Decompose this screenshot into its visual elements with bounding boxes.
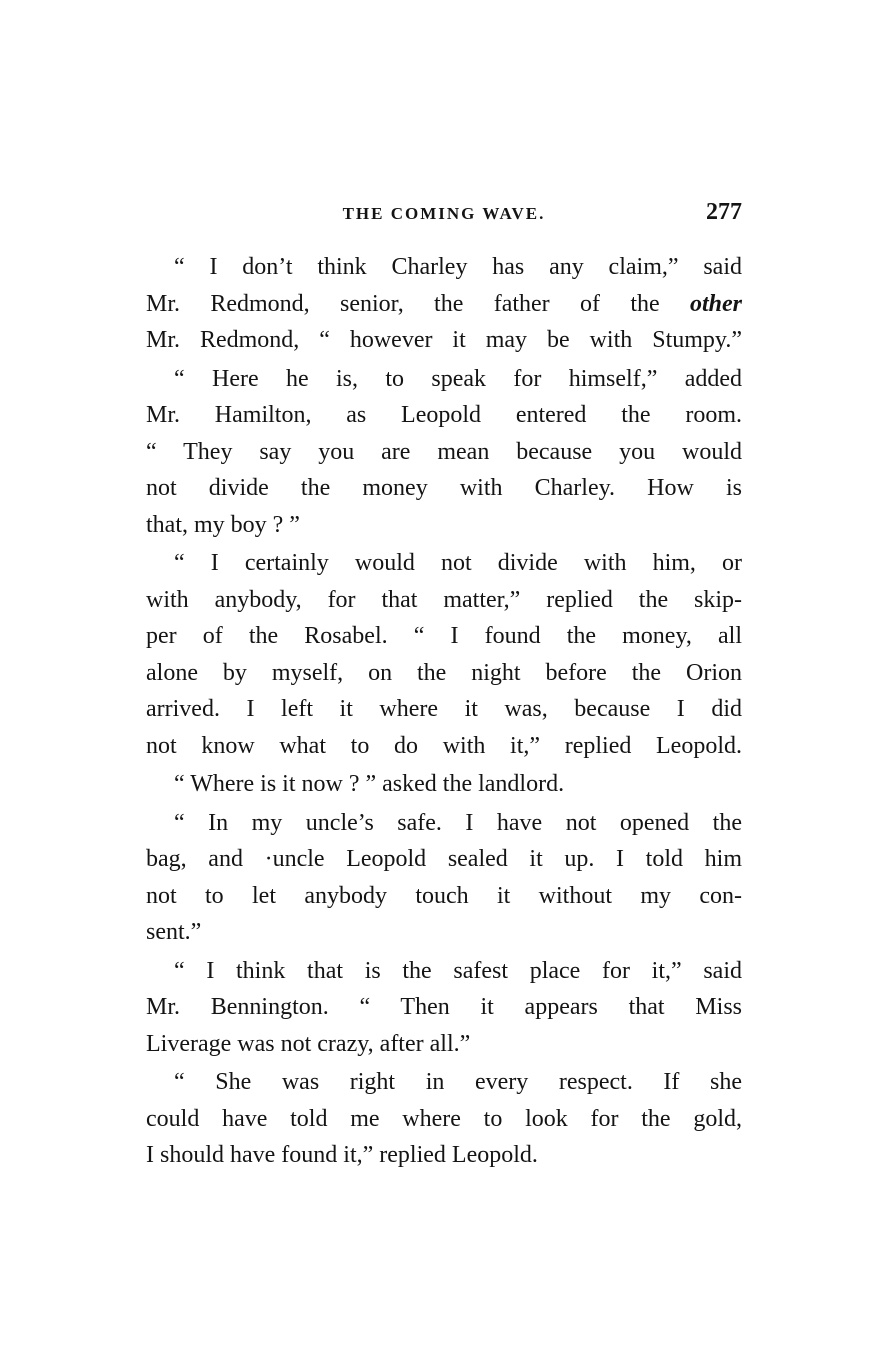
paragraph-3 (146, 545, 742, 764)
text-line: alone by myself, on the night before the Orion (146, 659, 742, 686)
text-line: that, my boy ? ” (146, 511, 300, 538)
running-head (146, 196, 742, 236)
text-line-segment: Mr. Redmond, senior, the father of the (146, 290, 660, 317)
text-line: per of the Rosabel. “ I found the money, all (146, 623, 742, 649)
text-line: “ She was right in every respect. If she (174, 1069, 742, 1095)
paragraph-1 (146, 249, 742, 359)
text-line (146, 286, 742, 323)
body-text (146, 249, 742, 1176)
text-line: could have told me where to look for the gold, (146, 1105, 742, 1132)
page-number: 277 (706, 199, 742, 225)
italic-word: other (689, 290, 742, 317)
paragraph-6 (146, 953, 742, 1063)
paragraph-7 (146, 1064, 742, 1174)
text-line: “ I think that is the safest place for it,” said (174, 957, 742, 984)
text-line: I should have found it,” replied Leopold. (146, 1142, 538, 1168)
text-line: arrived. I left it where it was, because I did (146, 696, 742, 722)
paragraph-4 (146, 766, 742, 803)
paragraph-2 (146, 361, 742, 544)
text-line: “ I certainly would not divide with him, or (174, 550, 742, 576)
paragraph-5 (146, 805, 742, 951)
text-line: Mr. Hamilton, as Leopold entered the room. (146, 402, 742, 428)
text-line: “ In my uncle’s safe. I have not opened the (174, 809, 742, 836)
text-line: sent.” (146, 919, 202, 945)
text-line: Mr. Redmond, “ however it may be with Stumpy.” (146, 327, 742, 353)
text-line: bag, and ·uncle Leopold sealed it up. I told him (146, 846, 742, 872)
text-line: “ I don’t think Charley has any claim,” said (174, 254, 742, 280)
text-line: with anybody, for that matter,” replied the skip- (146, 586, 742, 613)
text-line: Liverage was not crazy, after all.” (146, 1030, 471, 1057)
text-line: not to let anybody touch it without my con- (146, 882, 742, 909)
text-line: “ They say you are mean because you would (146, 438, 742, 465)
text-line: “ Here he is, to speak for himself,” added (174, 365, 742, 392)
text-line: not know what to do with it,” replied Leopold. (146, 732, 742, 759)
running-title: THE COMING WAVE. (342, 204, 546, 223)
text-line: Mr. Bennington. “ Then it appears that Miss (146, 994, 742, 1020)
text-line: not divide the money with Charley. How is (146, 475, 742, 501)
text-line: “ Where is it now ? ” asked the landlord. (174, 771, 565, 797)
